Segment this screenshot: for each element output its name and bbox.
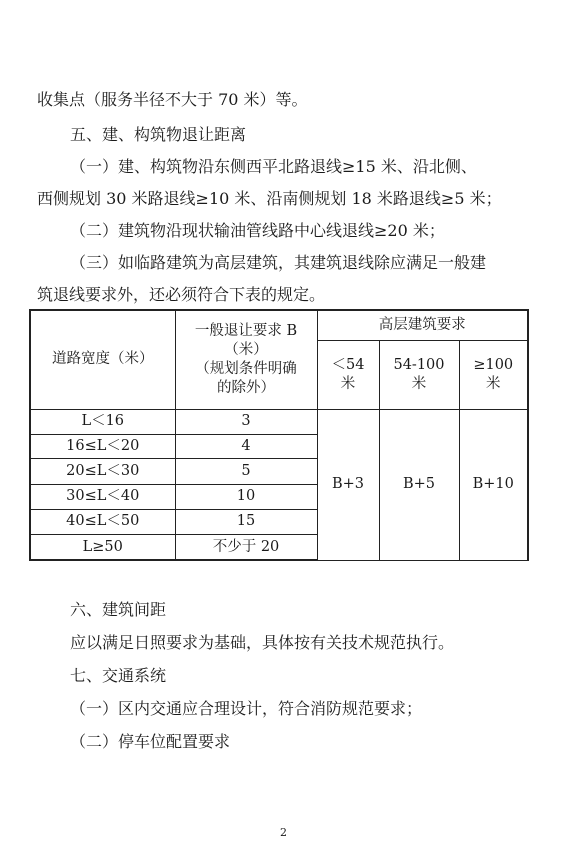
- paragraph-setback-3-line1: （三）如临路建筑为高层建筑，其建筑退线除应满足一般建: [70, 253, 487, 272]
- header-54-100-unit: 米: [411, 375, 427, 392]
- setback-cell: 5: [175, 459, 317, 484]
- high-rise-lt54-value: B+3: [317, 409, 379, 560]
- header-lt54-value: ＜54: [331, 356, 365, 373]
- high-rise-54-100-value: B+5: [379, 409, 459, 560]
- road-width-cell: 30≤L＜40: [30, 484, 175, 509]
- paragraph-traffic-1: （一）区内交通应合理设计，符合消防规范要求；: [70, 699, 423, 718]
- paragraph-traffic-2: （二）停车位配置要求: [70, 732, 231, 751]
- setback-cell: 不少于 20: [175, 535, 317, 560]
- road-width-cell: 40≤L＜50: [30, 509, 175, 534]
- header-high-rise-lt54: [317, 340, 379, 409]
- setback-cell: 4: [175, 434, 317, 458]
- header-general-line-2: （米）: [224, 341, 268, 358]
- header-54-100-value: 54-100: [393, 356, 445, 373]
- paragraph-building-spacing: 应以满足日照要求为基础，具体按有关技术规范执行。: [70, 633, 455, 652]
- page-number: 2: [280, 826, 287, 839]
- header-high-rise: 高层建筑要求: [317, 310, 528, 340]
- header-high-rise-ge100: [459, 340, 528, 409]
- high-rise-ge100-value: B+10: [459, 409, 528, 560]
- header-general-line-1: 一般退让要求 B: [194, 322, 298, 339]
- header-high-rise-54-100: [379, 340, 459, 409]
- header-general-line-4: 的除外）: [217, 379, 275, 396]
- header-ge100-value: ≥100: [473, 356, 514, 373]
- setback-cell: 3: [175, 409, 317, 434]
- header-road-width: 道路宽度（米）: [30, 310, 175, 409]
- paragraph-setback-1-line2: 西侧规划 30 米路退线≥10 米、沿南侧规划 18 米路退线≥5 米；: [37, 189, 502, 208]
- road-width-cell: 20≤L＜30: [30, 459, 175, 484]
- table-row: [30, 409, 528, 434]
- setback-cell: 15: [175, 509, 317, 534]
- setback-cell: 10: [175, 484, 317, 509]
- paragraph-setback-1-line1: （一）建、构筑物沿东侧西平北路退线≥15 米、沿北侧、: [70, 157, 477, 176]
- road-width-cell: L≥50: [30, 535, 175, 560]
- road-width-cell: L＜16: [30, 409, 175, 434]
- heading-traffic-system: 七、交通系统: [70, 666, 167, 685]
- header-general-setback: [175, 310, 317, 409]
- paragraph-setback-3-line2: 筑退线要求外，还必须符合下表的规定。: [37, 285, 326, 304]
- heading-setback-distance: 五、建、构筑物退让距离: [70, 125, 247, 144]
- setback-requirements-table: [29, 309, 529, 561]
- road-width-cell: 16≤L＜20: [30, 434, 175, 458]
- paragraph-collection-point: 收集点（服务半径不大于 70 米）等。: [37, 90, 308, 109]
- paragraph-setback-2: （二）建筑物沿现状输油管线路中心线退线≥20 米；: [70, 221, 445, 240]
- header-lt54-unit: 米: [340, 375, 356, 392]
- heading-building-spacing: 六、建筑间距: [70, 600, 167, 619]
- header-ge100-unit: 米: [486, 375, 501, 392]
- header-general-line-3: （规划条件明确: [195, 360, 297, 377]
- table-header-row-1: [30, 310, 528, 340]
